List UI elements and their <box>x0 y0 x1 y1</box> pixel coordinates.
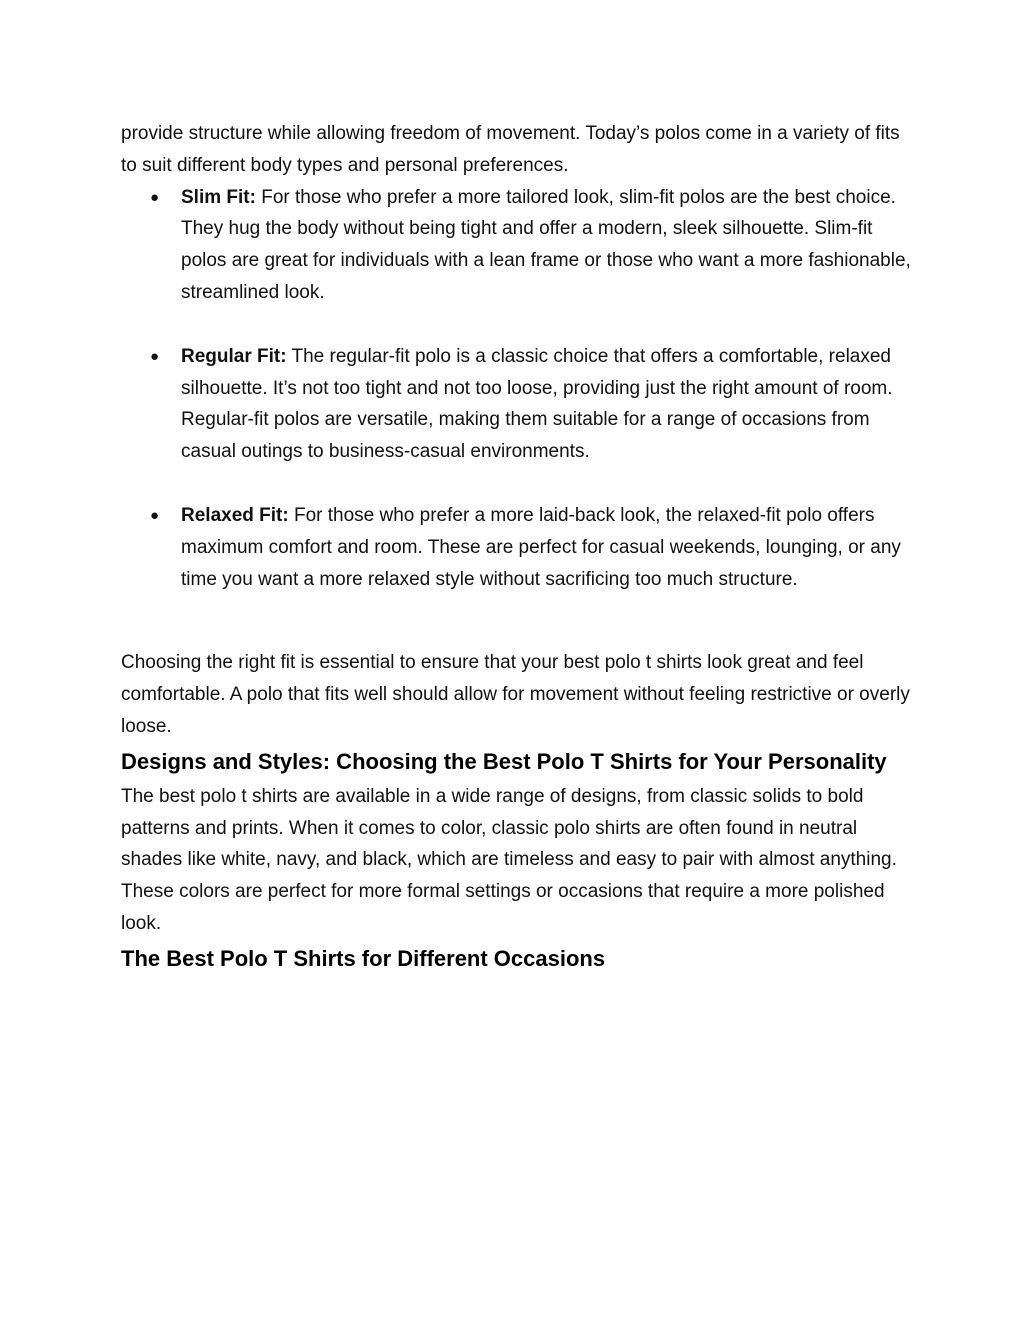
bullet-icon: ● <box>150 188 160 206</box>
fit-description: For those who prefer a more tailored look, slim-fit polos are the best choice. They hug the body without being tight and offer a modern, sleek silhouette. Slim-fit polos are great for individuals with a lean frame or those who want a more fashionable, streamlined look. <box>181 186 911 303</box>
fit-list <box>121 182 911 596</box>
designs-heading: Designs and Styles: Choosing the Best Polo T Shirts for Your Personality <box>121 748 887 774</box>
bullet-icon: ● <box>150 506 160 524</box>
bullet-icon: ● <box>150 347 160 365</box>
list-item-slim-fit <box>121 182 911 309</box>
fit-term: Slim Fit: <box>181 186 256 208</box>
intro-paragraph: provide structure while allowing freedom of movement. Today’s polos come in a variety of fits to suit different body types and personal preferences. <box>121 123 900 176</box>
fit-term: Regular Fit: <box>181 345 287 367</box>
fit-description: For those who prefer a more laid-back look, the relaxed-fit polo offers maximum comfort and room. These are perfect for casual weekends, lounging, or any time you want a more relaxed style without sacrificing too much structure. <box>181 504 901 590</box>
occasions-heading: The Best Polo T Shirts for Different Occasions <box>121 945 606 971</box>
designs-paragraph: The best polo t shirts are available in a wide range of designs, from classic solids to bold patterns and prints. When it comes to color, classic polo shirts are often found in neutral shades like white, navy, and black, which are timeless and easy to pair with almost anything. These colors are perfect for more formal settings or occasions that require a more polished look. <box>121 785 897 934</box>
fit-description: The regular-fit polo is a classic choice that offers a comfortable, relaxed silhouette. It’s not too tight and not too loose, providing just the right amount of room. Regular-fit polos are versatile, making them suitable for a range of occasions from casual outings to business-casual environments. <box>181 345 893 463</box>
choosing-fit-paragraph: Choosing the right fit is essential to ensure that your best polo t shirts look great and feel comfortable. A polo that fits well should allow for movement without feeling restrictive or overly loose. <box>121 652 910 737</box>
document-page <box>121 118 911 978</box>
fit-term: Relaxed Fit: <box>181 504 289 526</box>
list-item-relaxed-fit <box>121 500 911 595</box>
list-item-regular-fit <box>121 341 911 468</box>
